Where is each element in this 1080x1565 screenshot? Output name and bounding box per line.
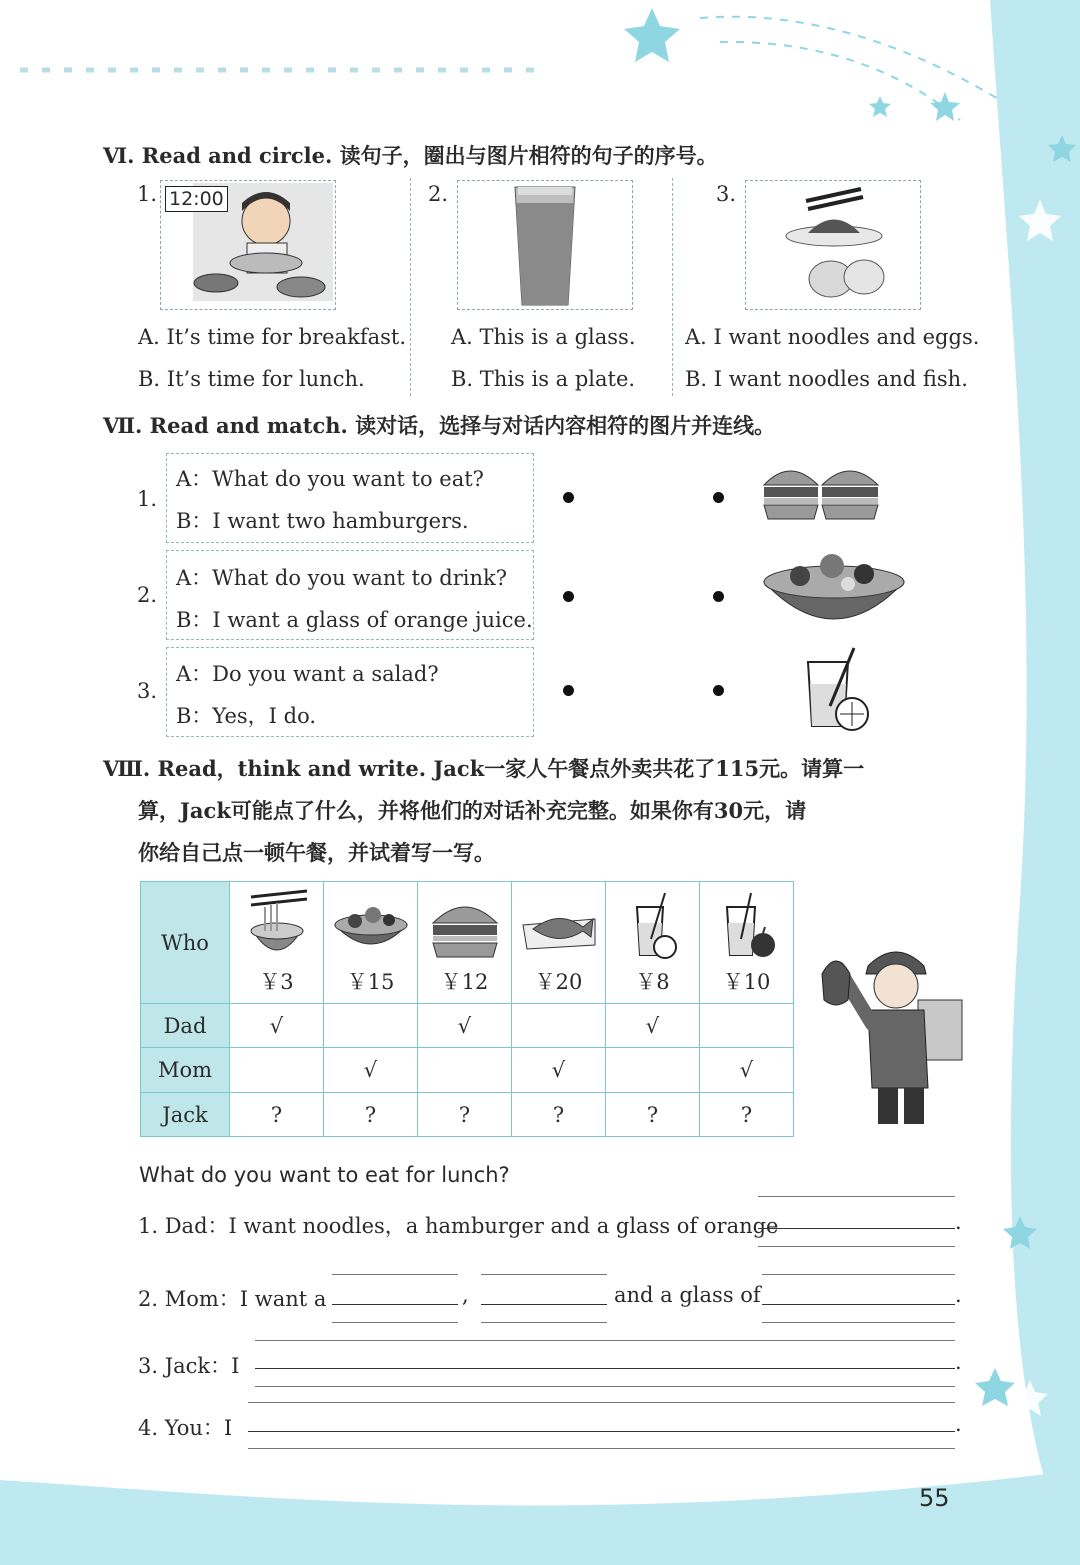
- item-3-option-a[interactable]: A. I want noodles and eggs.: [685, 325, 980, 349]
- item-1-option-a[interactable]: A. It’s time for breakfast.: [138, 325, 407, 349]
- answer-blank-mom-1[interactable]: [332, 1304, 458, 1305]
- item-2-number: 2.: [428, 182, 449, 206]
- match-dot-left-1[interactable]: [563, 492, 574, 503]
- divider: [410, 178, 411, 396]
- section-8-heading-en: Ⅷ. Read，think and write. Jack: [103, 756, 485, 781]
- table-cell: √: [418, 1004, 512, 1048]
- guide-line: [758, 1196, 955, 1197]
- price-noodles: ￥3: [259, 970, 294, 994]
- table-cell: [230, 1048, 324, 1093]
- period: .: [955, 1283, 962, 1307]
- table-row: [141, 1048, 794, 1093]
- table-cell: √: [700, 1048, 794, 1093]
- jack-cell[interactable]: ?: [606, 1093, 700, 1137]
- noodles-eggs-picture: [745, 180, 921, 310]
- section-6-heading: [103, 140, 718, 170]
- lunch-picture: [160, 180, 336, 310]
- match-dot-right-3[interactable]: [713, 685, 724, 696]
- match-dot-left-3[interactable]: [563, 685, 574, 696]
- section-8-heading-cn: 算，: [138, 799, 180, 823]
- match-dot-left-2[interactable]: [563, 591, 574, 602]
- page-number: 55: [919, 1484, 950, 1512]
- answer-blank-dad[interactable]: [758, 1228, 955, 1229]
- section-8-heading-en: Jack: [180, 798, 231, 823]
- menu-cell-orange-juice: [606, 882, 700, 1004]
- price-salad: ￥15: [346, 970, 395, 994]
- row-label-jack: Jack: [141, 1093, 230, 1137]
- section-8-heading-cn: 元。请算一: [759, 757, 865, 781]
- guide-line: [248, 1448, 955, 1449]
- jack-cell[interactable]: ?: [700, 1093, 794, 1137]
- table-cell: [418, 1048, 512, 1093]
- menu-cell-apple-juice: [700, 882, 794, 1004]
- noodles-icon: [237, 889, 317, 961]
- table-header-row: [141, 882, 794, 1004]
- period: .: [955, 1350, 962, 1374]
- section-8-heading-cn: 可能点了什么，并将他们的对话补充完整。如果你有: [230, 799, 714, 823]
- glass-picture: [457, 180, 633, 310]
- comma: ,: [462, 1283, 469, 1307]
- jack-cell[interactable]: ?: [512, 1093, 606, 1137]
- menu-cell-noodles: [230, 882, 324, 1004]
- section-8-heading-cn: 一家人午餐点外卖共花了: [484, 757, 716, 781]
- table-row: [141, 1004, 794, 1048]
- guide-line: [255, 1386, 955, 1387]
- section-7-heading-en: Ⅶ. Read and match.: [103, 413, 348, 438]
- clock-label: 12:00: [165, 186, 228, 212]
- table-cell: √: [230, 1004, 324, 1048]
- section-8-total-price: 115: [715, 756, 760, 781]
- price-apple-juice: ￥10: [722, 970, 771, 994]
- price-hamburger: ￥12: [440, 970, 489, 994]
- match-dot-right-1[interactable]: [713, 492, 724, 503]
- jack-cell[interactable]: ?: [324, 1093, 418, 1137]
- apple-juice-icon: [707, 889, 787, 961]
- dialogue-3-number: 3.: [137, 679, 158, 703]
- divider: [672, 178, 673, 396]
- section-8-heading-line-1: [103, 753, 864, 783]
- delivery-person-icon: [808, 938, 968, 1126]
- glass-icon: [458, 181, 632, 309]
- who-header: Who: [141, 882, 230, 1004]
- item-3-option-b[interactable]: B. I want noodles and fish.: [685, 367, 968, 391]
- period: .: [955, 1210, 962, 1234]
- section-7-heading: [103, 410, 775, 440]
- fish-icon: [519, 889, 599, 961]
- guide-line: [481, 1322, 607, 1323]
- match-dot-right-2[interactable]: [713, 591, 724, 602]
- table-cell: √: [606, 1004, 700, 1048]
- section-8-heading-cn: 你给自己点一顿午餐，并试着写一写。: [138, 841, 495, 865]
- section-8-heading-line-3: [138, 837, 495, 867]
- answer-blank-mom-3[interactable]: [762, 1304, 955, 1305]
- dialogue-3-line-b: B：Yes，I do.: [176, 704, 317, 728]
- table-cell: √: [512, 1048, 606, 1093]
- dialogue-1-line-a: A：What do you want to eat?: [176, 467, 484, 491]
- guide-line: [758, 1246, 955, 1247]
- answer-dad: 1. Dad：I want noodles，a hamburger and a glass of orange: [138, 1214, 779, 1238]
- guide-line: [255, 1340, 955, 1341]
- dialogue-2-number: 2.: [137, 583, 158, 607]
- answer-mom-mid: and a glass of: [614, 1283, 761, 1307]
- table-cell: [700, 1004, 794, 1048]
- menu-cell-salad: [324, 882, 418, 1004]
- item-2-option-a[interactable]: A. This is a glass.: [451, 325, 636, 349]
- section-6-heading-cn: 读句子，圈出与图片相符的句子的序号。: [339, 144, 718, 168]
- jack-cell[interactable]: ?: [230, 1093, 324, 1137]
- guide-line: [762, 1274, 955, 1275]
- table-cell: [324, 1004, 418, 1048]
- lunch-question: What do you want to eat for lunch?: [139, 1163, 510, 1187]
- hamburger-icon: [425, 889, 505, 961]
- section-8-budget: 30: [713, 798, 744, 823]
- answer-jack-prefix: 3. Jack：I: [138, 1354, 240, 1378]
- price-fish: ￥20: [534, 970, 583, 994]
- star-icon: [624, 8, 680, 62]
- menu-cell-hamburger: [418, 882, 512, 1004]
- section-6-heading-en: Ⅵ. Read and circle.: [103, 143, 333, 168]
- section-7-heading-cn: 读对话，选择与对话内容相符的图片并连线。: [355, 414, 776, 438]
- noodles-eggs-icon: [746, 181, 920, 309]
- answer-blank-mom-2[interactable]: [481, 1304, 607, 1305]
- jack-cell[interactable]: ?: [418, 1093, 512, 1137]
- guide-line: [332, 1274, 458, 1275]
- period: .: [955, 1412, 962, 1436]
- two-hamburgers-icon: [760, 455, 882, 525]
- table-row: [141, 1093, 794, 1137]
- answer-mom-prefix: 2. Mom：I want a: [138, 1287, 327, 1311]
- dialogue-1-number: 1.: [137, 487, 158, 511]
- row-label-dad: Dad: [141, 1004, 230, 1048]
- item-1-option-b[interactable]: B. It’s time for lunch.: [138, 367, 365, 391]
- table-cell: [512, 1004, 606, 1048]
- item-3-number: 3.: [716, 182, 737, 206]
- guide-line: [332, 1322, 458, 1323]
- answer-you-prefix: 4. You：I: [138, 1416, 233, 1440]
- orange-juice-icon: [613, 889, 693, 961]
- guide-line: [762, 1322, 955, 1323]
- dialogue-1-line-b: B：I want two hamburgers.: [176, 509, 469, 533]
- order-table: [140, 881, 794, 1137]
- guide-line: [481, 1274, 607, 1275]
- answer-blank-jack[interactable]: [255, 1368, 955, 1369]
- table-cell: [606, 1048, 700, 1093]
- answer-blank-you[interactable]: [248, 1431, 955, 1432]
- item-1-number: 1.: [137, 182, 158, 206]
- table-cell: √: [324, 1048, 418, 1093]
- dialogue-2-line-a: A：What do you want to drink?: [176, 566, 507, 590]
- salad-icon: [331, 889, 411, 961]
- dialogue-3-line-a: A：Do you want a salad?: [176, 662, 439, 686]
- salad-icon: [760, 546, 908, 628]
- item-2-option-b[interactable]: B. This is a plate.: [451, 367, 636, 391]
- guide-line: [248, 1402, 955, 1403]
- menu-cell-fish: [512, 882, 606, 1004]
- dialogue-2-line-b: B：I want a glass of orange juice.: [176, 608, 533, 632]
- section-8-heading-cn: 元，请: [743, 799, 807, 823]
- row-label-mom: Mom: [141, 1048, 230, 1093]
- orange-juice-icon: [800, 646, 872, 732]
- price-orange-juice: ￥8: [635, 970, 670, 994]
- section-8-heading-line-2: [138, 795, 806, 825]
